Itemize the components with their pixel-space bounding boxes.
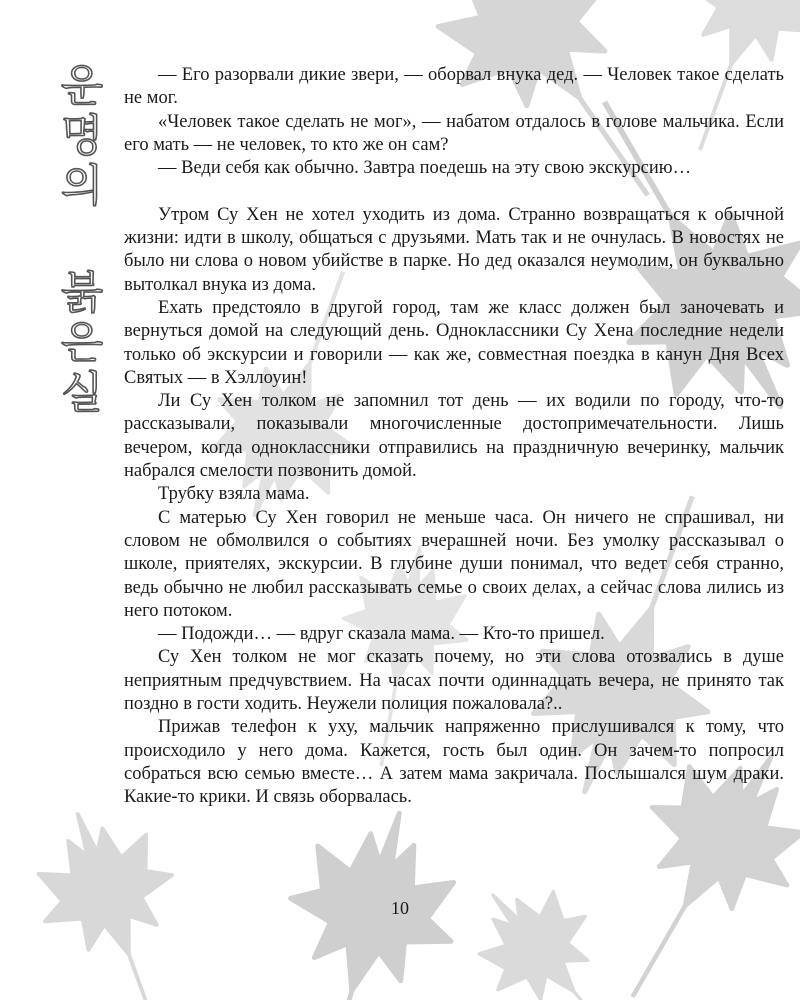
paragraph: — Его разорвали дикие звери, — оборвал внука дед. — Человек такое сделать не мог. (124, 65, 784, 109)
paragraph: Прижав телефон к уху, мальчик напряженно прислушивался к тому, что происходило у него дома. Кажется, гость был один. Он зачем-то попросил собраться всю семью вместе… А затем мама закричала. Послышался шум драки. Какие-то крики. И связь оборвалась. (124, 717, 784, 808)
side-book-title: 운명의 붉은실 (52, 62, 103, 419)
page-body-text (124, 64, 784, 810)
paragraph: Ехать предстояло в другой город, там же класс должен был заночевать и вернуться домой на следующий день. Одноклассники Су Хена последние недели только об экскурсии и говорили — как же, совместная поездка в канун Дня Всех Святых — в Хэллоуин! (124, 297, 784, 388)
page-number: 10 (391, 898, 409, 918)
maple-leaf-bottom-center (242, 792, 479, 1000)
paragraph: Ли Су Хен толком не запомнил тот день — их водили по городу, что-то рассказывали, показывали многочисленные достопримечательности. Лишь вечером, когда одноклассники отправились на праздничную вечеринку, мальчик набрался смелости позвонить домой. (124, 391, 784, 482)
paragraph: Су Хен толком не мог сказать почему, но эти слова отозвались в душе неприятным предчувствием. На часах почти одиннадцать вечера, не принято так поздно в гости ходить. Неужели полиция пожаловала?.. (124, 647, 784, 715)
paragraph: «Человек такое сделать не мог», — набатом отдалось в голове мальчика. Если его мать — не человек, то кто же он сам? (124, 111, 784, 155)
paragraph: Трубку взяла мама. (158, 484, 310, 505)
paragraph: С матерью Су Хен говорил не меньше часа. Он ничего не спрашивал, ни словом не обмолвился о событиях вчерашней ночи. Без умолку рассказывал о школе, приятелях, экскурсии. В глубине души понимал, что ведет себя странно, ведь обычно не любил рассказывать семье о своих делах, а сейчас слова лились из него потоком. (124, 507, 784, 621)
maple-leaf-bottom-right (449, 858, 667, 1000)
paragraph: Утром Су Хен не хотел уходить из дома. Странно возвращаться к обычной жизни: идти в школу, общаться с друзьями. Мать так и не очнулась. В новостях не было ни слова о новом убийстве в парке. Но дед оказался неумолим, он буквально вытолкал внука из дома. (124, 204, 784, 295)
paragraph: — Подожди… — вдруг сказала мама. — Кто-то пришел. (158, 624, 605, 645)
maple-leaf-bottom-left (14, 791, 223, 1000)
paragraph: — Веди себя как обычно. Завтра поедешь на эту свою экскурсию… (158, 158, 692, 179)
